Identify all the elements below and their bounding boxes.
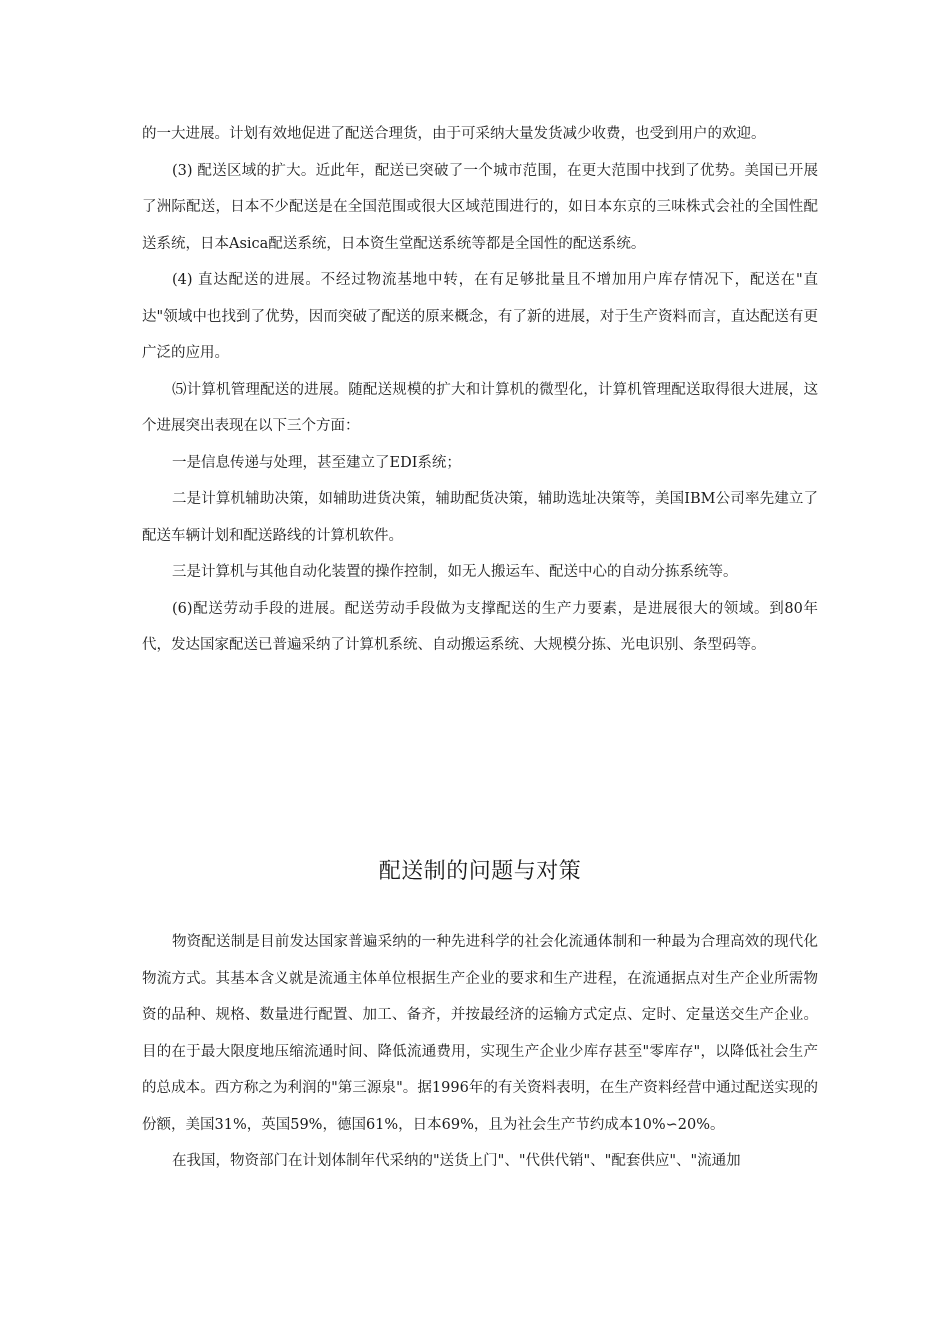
paragraph-item-5: ⑸计算机管理配送的进展。随配送规模的扩大和计算机的微型化，计算机管理配送取得很大进展，这个进展突出表现在以下三个方面： <box>142 381 818 434</box>
paragraph-intro: 物资配送制是目前发达国家普遍采纳的一种先进科学的社会化流通体制和一种最为合理高效的现代化物流方式。其基本含义就是流通主体单位根据生产企业的要求和生产进程，在流通据点对生产企业所需物资的品种、规格、数量进行配置、加工、备齐，并按最经济的运输方式定点、定时、定量送交生产企业。目的在于最大限度地压缩流通时间、降低流通费用，实现生产企业少库存甚至"零库存"，以降低社会生产的总成本。西方称之为利润的"第三源泉"。据1996年的有关资料表明，在生产资料经营中通过配送实现的份额，美国31%，英国59%，德国61%，日本69%，且为社会生产节约成本10%∽20%。 <box>142 934 818 1133</box>
paragraph-point-2: 二是计算机辅助决策，如辅助进货决策，辅助配货决策，辅助选址决策等，美国IBM公司率先建立了配送车辆计划和配送路线的计算机软件。 <box>142 491 818 544</box>
section-continued-text <box>142 116 818 664</box>
paragraph-continuation: 的一大进展。计划有效地促进了配送合理货，由于可采纳大量发货减少收费，也受到用户的欢迎。 <box>142 126 766 142</box>
paragraph-point-1: 一是信息传递与处理，甚至建立了EDI系统； <box>172 454 461 471</box>
paragraph-item-3: (3) 配送区域的扩大。近此年，配送已突破了一个城市范围，在更大范围中找到了优势。美国已开展了洲际配送，日本不少配送是在全国范围或很大区域范围进行的，如日本东京的三味株式会社的全国性配送系统，日本Asica配送系统，日本资生堂配送系统等都是全国性的配送系统。 <box>142 162 818 252</box>
paragraph-item-4: (4) 直达配送的进展。不经过物流基地中转，在有足够批量且不增加用户库存情况下，配送在"直达"领域中也找到了优势，因而突破了配送的原来概念，有了新的进展，对于生产资料而言，直达配送有更广泛的应用。 <box>142 272 818 361</box>
paragraph-china: 在我国，物资部门在计划体制年代采纳的"送货上门"、"代供代销"、"配套供应"、"流通加 <box>172 1153 741 1169</box>
paragraph-item-6: (6)配送劳动手段的进展。配送劳动手段做为支撑配送的生产力要素，是进展很大的领域。到80年代，发达国家配送已普遍采纳了计算机系统、自动搬运系统、大规模分拣、光电识别、条型码等。 <box>142 600 818 653</box>
paragraph-point-3: 三是计算机与其他自动化装置的操作控制，如无人搬运车、配送中心的自动分拣系统等。 <box>172 564 738 580</box>
section-heading: 配送制的问题与对策 <box>378 859 582 884</box>
section-body <box>142 924 818 1180</box>
